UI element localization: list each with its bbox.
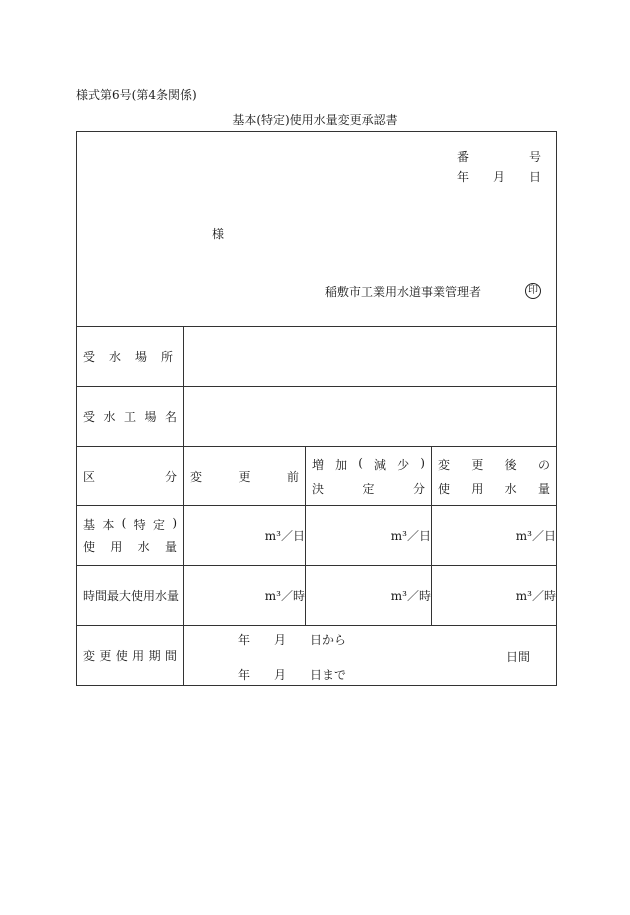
- basic-usage-label: 基 本 ( 特 定 ) 使 用 水 量: [77, 506, 184, 566]
- category-header: 区 分: [77, 447, 184, 506]
- period-to-day: 日まで: [310, 668, 347, 682]
- period-from-year: 年: [238, 633, 251, 647]
- hourly-change-value[interactable]: m³／時: [306, 566, 432, 626]
- period-from-day: 日から: [310, 633, 347, 647]
- receiving-factory-value[interactable]: [184, 387, 557, 447]
- number-label-1: 番: [457, 150, 470, 164]
- before-change-header: 変 更 前: [184, 447, 306, 506]
- max-hourly-usage-label: 時間最大使用水量: [77, 566, 184, 626]
- addressee-suffix: 様: [212, 227, 225, 241]
- document-title: 基本(特定)使用水量変更承認書: [232, 113, 398, 127]
- seal-mark-icon: 印: [525, 283, 541, 299]
- period-to-year: 年: [238, 668, 251, 682]
- date-day-label: 日: [529, 170, 542, 184]
- form-number: 様式第6号(第4条関係): [76, 88, 197, 102]
- receiving-place-value[interactable]: [184, 327, 557, 387]
- change-period-label: 変 更 使 用 期 間: [77, 626, 184, 686]
- approval-form-table: [76, 131, 557, 686]
- header-cell: [77, 132, 557, 327]
- receiving-factory-label: 受 水 工 場 名: [77, 387, 184, 447]
- date-month-label: 月: [493, 170, 506, 184]
- period-to-month: 月: [274, 668, 287, 682]
- basic-change-value[interactable]: m³／日: [306, 506, 432, 566]
- period-days: 日間: [506, 650, 531, 664]
- number-label-2: 号: [529, 150, 542, 164]
- after-change-header: 変 更 後 の 使 用 水 量: [432, 447, 557, 506]
- basic-after-value[interactable]: m³／日: [432, 506, 557, 566]
- increase-decrease-header: 増 加 ( 減 少 ) 決 定 分: [306, 447, 432, 506]
- change-period-value[interactable]: [184, 626, 557, 686]
- period-from-month: 月: [274, 633, 287, 647]
- receiving-place-label: 受 水 場 所: [77, 327, 184, 387]
- hourly-after-value[interactable]: m³／時: [432, 566, 557, 626]
- basic-before-value[interactable]: m³／日: [184, 506, 306, 566]
- issuer-name: 稲敷市工業用水道事業管理者: [325, 285, 482, 299]
- hourly-before-value[interactable]: m³／時: [184, 566, 306, 626]
- date-year-label: 年: [457, 170, 470, 184]
